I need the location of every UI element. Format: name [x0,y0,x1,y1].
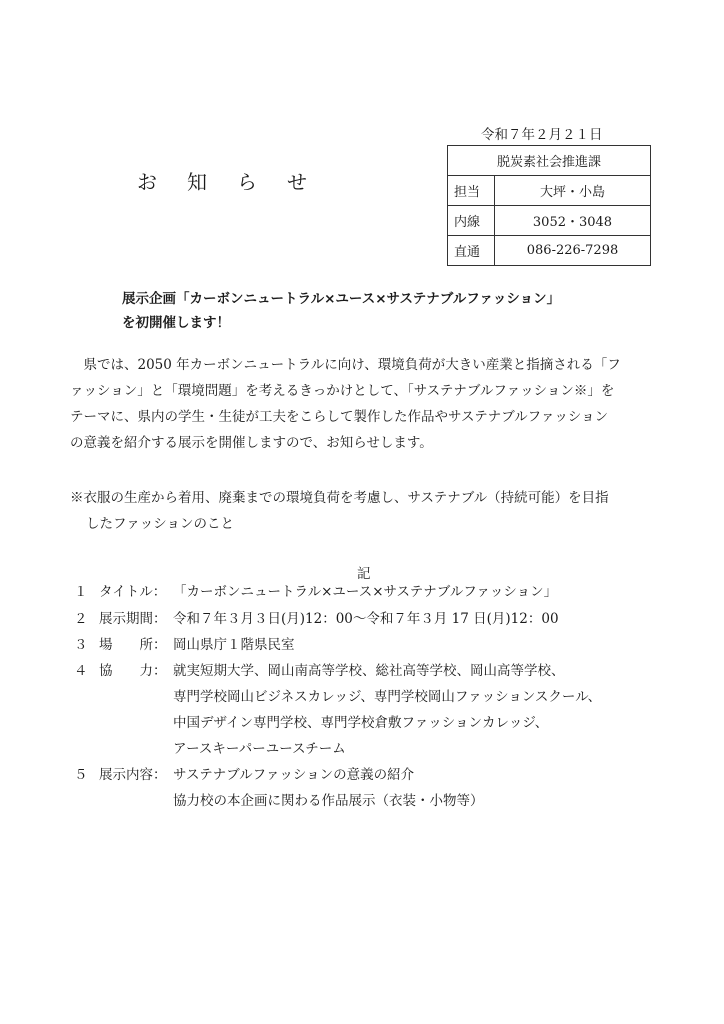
list-item [0,607,724,629]
item-label: 展示期間： [99,611,167,627]
body-line: の意義を紹介する展示を開催しますので、お知らせします。 [70,435,433,451]
item-number: ２ [74,611,88,627]
title-char: ら [237,170,257,194]
item-label: 場 所： [99,637,167,653]
item-number: ４ [74,663,88,679]
title-char: お [137,170,157,194]
list-item [0,633,724,655]
headline-line: 展示企画「カーボンニュートラル×ユース×サステナブルファッション」 [122,291,561,307]
list-item [0,580,724,602]
contact-label: 内線 [448,206,495,236]
notice-title [137,166,337,195]
list-item [0,659,724,759]
item-number: ５ [74,767,88,783]
item-number: ３ [74,637,88,653]
item-label: タイトル： [99,584,167,600]
contact-table [447,145,651,266]
item-label: 協 力： [99,663,167,679]
item-value: 専門学校岡山ビジネスカレッジ、専門学校岡山ファッションスクール、 [173,689,602,705]
item-value: 中国デザイン専門学校、専門学校倉敷ファッションカレッジ、 [173,715,549,731]
item-label: 展示内容： [99,767,167,783]
item-value: 協力校の本企画に関わる作品展示（衣装・小物等） [173,793,484,809]
ki-heading: 記 [357,566,371,582]
item-value: 令和７年３月３日(月)12：00～令和７年３月 17 日(月)12：00 [173,611,559,627]
date-text: 令和７年２月２１日 [481,127,603,143]
contact-label: 担当 [448,176,495,206]
contact-value: 086-226-7298 [495,236,651,266]
title-char: 知 [187,170,207,194]
body-line: ァッション」と「環境問題」を考えるきっかけとして、「サステナブルファッション※」を [70,383,615,399]
item-value: 就実短期大学、岡山南高等学校、総社高等学校、岡山高等学校、 [173,663,565,679]
body-line: 県では、2050 年カーボンニュートラルに向け、環境負荷が大きい産業と指摘される「フ [70,357,621,373]
item-number: １ [74,584,88,600]
headline-line: を初開催します！ [122,315,230,331]
department-cell: 脱炭素社会推進課 [448,146,651,176]
list-item [0,763,724,811]
contact-value: 大坪・小島 [495,176,651,206]
title-char: せ [287,170,307,194]
contact-label: 直通 [448,236,495,266]
footnote-line: ※衣服の生産から着用、廃棄までの環境負荷を考慮し、サステナブル（持続可能）を目指 [70,490,609,506]
item-value: 岡山県庁１階県民室 [173,637,295,653]
footnote-line: したファッションのこと [86,516,234,532]
contact-value: 3052・3048 [495,206,651,236]
item-value: サステナブルファッションの意義の紹介 [173,767,415,783]
item-value: アースキーパーユースチーム [173,741,346,757]
item-value: 「カーボンニュートラル×ユース×サステナブルファッション」 [173,584,558,600]
body-line: テーマに、県内の学生・生徒が工夫をこらして製作した作品やサステナブルファッション [70,409,609,425]
